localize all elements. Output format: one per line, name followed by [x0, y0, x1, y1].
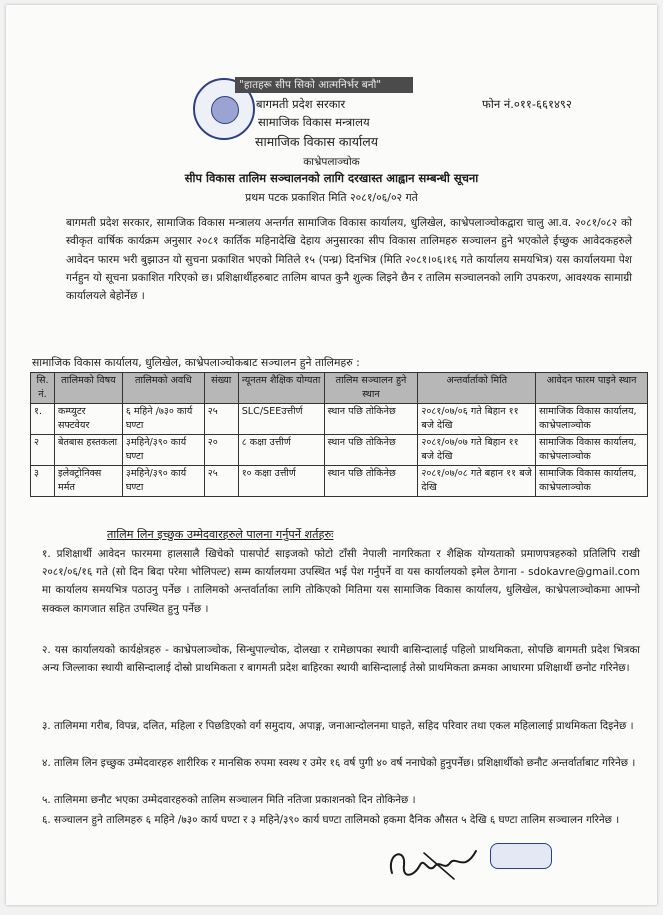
table-cell: सामाजिक विकास कार्यालय, काभ्रेपलाञ्चोक [536, 466, 648, 497]
notice-title: सीप विकास तालिम सञ्चालनको लागि दरखास्त आह्वान सम्बन्धी सूचना [184, 171, 479, 185]
table-cell: २५ [204, 466, 238, 497]
column-header: सि. नं. [31, 373, 55, 404]
column-header: आवेदन फारम पाइने स्थान [536, 373, 648, 404]
table-cell: सामाजिक विकास कार्यालय, काभ्रेपलाञ्चोक [536, 435, 648, 466]
motto-banner: "हातहरू सीप सिको आत्मनिर्भर बनौ" [235, 77, 413, 93]
table-cell: ८ कक्षा उत्तीर्ण [238, 435, 324, 466]
column-header: संख्या [204, 373, 238, 404]
office-stamp-icon [490, 843, 552, 869]
notice-body: बागमती प्रदेश सरकार, सामाजिक विकास मन्त्रालय अन्तर्गत सामाजिक विकास कार्यालय, धुलिखेल, काभ्रेपलाञ्चोकद्वारा चालु आ.व. २०८१/०८२ को स्वीकृत वार्षिक कार्यक्रम अनुसार २०८१ कार्तिक महिनादेखि देहाय अनुसारका सीप विकास तालिमहरु सञ्चालन हुने भएकोले ईच्छुक आवेदकहरुले आवेदन फारम भरी बुझाउन यो सुचना प्रकाशित भएको मितिले १५ (पन्ध्र) दिनभित्र (मिति २०८१।०६।१६ गते कार्यालय समयभित्र) यस कार्यालयमा पेश गर्नहुन यो सूचना प्रकाशित गरिएको छ। प्रशिक्षार्थीहरुबाट तालिम बापत कुनै शुल्क लिइने छैन र तालिम सञ्चालनको लागि उपकरण, आवश्यक सामाग्री कार्यालयले बेहोर्नेछ । [66, 217, 632, 303]
term-item: ५. तालिममा छनौट भएका उम्मेदवारहरुको तालिम सञ्चालन मिति नतिजा प्रकाशनको दिन तोकिनेछ । [42, 794, 416, 806]
term-item: ६. सञ्चालन हुने तालिमहरु ६ महिने /७३० कार्य घण्टा र ३ महिने/३९० कार्य घण्टा तालिमको हकमा दैनिक औसत ५ देखि ६ घण्टा तालिम सञ्चालन गरिनेछ । [42, 814, 620, 826]
terms-heading: तालिम लिन इच्छुक उम्मेदवारहरुले पालना गर्नुपर्ने शर्तहरुः [107, 528, 334, 541]
table-cell: २५ [204, 404, 238, 435]
column-header: तालिमको अवधि [122, 373, 204, 404]
table-cell: २० [204, 435, 238, 466]
column-header: तालिमको विषय [54, 373, 122, 404]
table-cell: १. [31, 404, 55, 435]
table-cell: स्थान पछि तोकिनेछ [324, 435, 418, 466]
column-header: न्यूनतम शैक्षिक योग्यता [238, 373, 324, 404]
ministry-name: सामाजिक विकास मन्त्रालय [258, 115, 370, 129]
publish-date: प्रथम पटक प्रकाशित मिति २०८१/०६/०२ गते [245, 191, 418, 204]
notice-page [6, 5, 657, 905]
column-header: अन्तर्वार्ताको मिति [418, 373, 536, 404]
table-cell: २ [31, 435, 55, 466]
government-name: बागमती प्रदेश सरकार [256, 97, 346, 111]
table-cell: स्थान पछि तोकिनेछ [324, 404, 418, 435]
column-header: तालिम सञ्चालन हुने स्थान [324, 373, 418, 404]
term-item: १. प्रशिक्षार्थी आवेदन फारममा हालसालै खिचेको पासपोर्ट साइजको फोटो टाँसी नेपाली नागरिकता र शैक्षिक योग्यताको प्रमाणपत्रहरुको प्रतिलिपि राखी २०८१/०६/१६ गते (सो दिन बिदा परेमा भोलिपल्ट) सम्म कार्यालयमा उपस्थित भई पेश गर्नुपर्ने वा यस कार्यालयको इमेल ठेगाना - sdokavre@gmail.com मा कार्यालय समयभित्र पठाउनु पर्नेछ । तालिमको अन्तर्वार्ताका लागि तोकिएको मितिमा यस सामाजिक विकास कार्यालय, धुलिखेल, काभ्रेपलाञ्चोकमा आफ्नो सक्कल कागजात सहित उपस्थित हुनु पर्नेछ । [42, 548, 640, 615]
table-row [31, 404, 648, 435]
table-cell: कम्प्युटर सफ्टवेयर [54, 404, 122, 435]
table-cell: २०८१/०७/०६ गते बिहान ११ बजे देखि [418, 404, 536, 435]
table-row [31, 466, 648, 497]
term-item: २. यस कार्यालयको कार्यक्षेत्रहरु - काभ्रेपलाञ्चोक, सिन्धुपाल्चोक, दोलखा र रामेछापका स्थायी बासिन्दालाई पहिलो प्राथमिकता, सोपछि बागमती प्रदेश भित्रका अन्य जिल्लाका स्थायी बासिन्दालाई दोस्रो प्राथमिकता र बागमती प्रदेश बाहिरका स्थायी बासिन्दालाई तेस्रो प्राथमिकता क्रमका आधारमा प्रशिक्षार्थी छनोट गरिनेछ। [42, 644, 640, 675]
signature-icon [384, 843, 484, 885]
table-cell: स्थान पछि तोकिनेछ [324, 466, 418, 497]
table-cell: सामाजिक विकास कार्यालय, काभ्रेपलाञ्चोक [536, 404, 648, 435]
table-cell: १० कक्षा उत्तीर्ण [238, 466, 324, 497]
office-name: सामाजिक विकास कार्यालय [255, 134, 378, 149]
table-cell: ३महिने/३९० कार्य घण्टा [122, 466, 204, 497]
table-cell: इलेक्ट्रोनिक्स मर्मत [54, 466, 122, 497]
table-cell: ३महिने/३९० कार्य घण्टा [122, 435, 204, 466]
training-schedule-table [30, 372, 648, 497]
table-cell: ६ महिने /७३० कार्य घण्टा [122, 404, 204, 435]
term-item: ३. तालिममा गरीब, विपन्न, दलित, महिला र पिछडिएको वर्ग समुदाय, अपाङ्ग, जनाआन्दोलनमा घाइते, सहिद परिवार तथा एकल महिलालाई प्राथमिकता दिइनेछ । [42, 720, 634, 732]
table-cell: २०८१/०७/०७ गते बिहान ११ बजे देखि [418, 435, 536, 466]
term-item: ४. तालिम लिन इच्छुक उम्मेदवारहरु शारीरिक र मानसिक रुपमा स्वस्थ र उमेर १६ वर्ष पुगी ४० वर्ष ननाघेको हुनुपर्नेछ। प्रशिक्षार्थीको छनौट अन्तर्वार्ताबाट गरिनेछ । [42, 757, 636, 769]
office-location: काभ्रेपलाञ्चोक [303, 156, 360, 168]
phone-number: फोन नं.०११-६६१४९२ [482, 97, 572, 111]
table-cell: SLC/SEEउत्तीर्ण [238, 404, 324, 435]
table-cell: २०८१/०७/०८ गते बहान ११ बजे देखि [418, 466, 536, 497]
table-cell: बेतबास हस्तकला [54, 435, 122, 466]
table-header-row [31, 373, 648, 404]
table-row [31, 435, 648, 466]
table-cell: ३ [31, 466, 55, 497]
table-caption: सामाजिक विकास कार्यालय, धुलिखेल, काभ्रेपलाञ्चोकबाट सञ्चालन हुने तालिमहरु : [32, 356, 360, 369]
